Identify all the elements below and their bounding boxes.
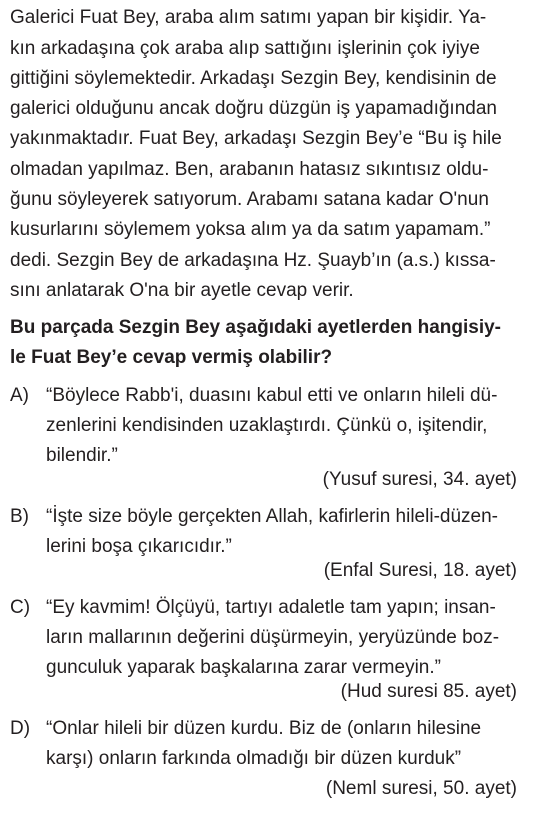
option-text-line: “Ey kavmim! Ölçüyü, tartıyı adaletle tam yapın; insan- bbox=[46, 597, 496, 618]
option-letter: D) bbox=[10, 718, 31, 739]
option-letter: C) bbox=[10, 597, 31, 618]
passage-line: ğunu söyleyerek satıyorum. Arabamı satana kadar O'nun bbox=[10, 189, 489, 210]
option-source: (Neml suresi, 50. ayet) bbox=[325, 778, 517, 799]
passage-line: kın arkadaşına çok araba alıp sattığını işlerinin çok iyiye bbox=[10, 38, 480, 59]
passage-line: dedi. Sezgin Bey de arkadaşına Hz. Şuayb’ın (a.s.) kıssa- bbox=[10, 250, 496, 271]
option-text-line: bilendir.” bbox=[46, 445, 118, 466]
option-letter: A) bbox=[10, 385, 29, 406]
option-text-line: zenlerini kendisinden uzaklaştırdı. Çünkü o, işitendir, bbox=[46, 415, 488, 436]
option-source: (Yusuf suresi, 34. ayet) bbox=[322, 469, 517, 490]
option-text-line: “İşte size böyle gerçekten Allah, kafirlerin hileli-düzen- bbox=[46, 506, 498, 527]
option-letter: B) bbox=[10, 506, 29, 527]
passage-line: kusurlarını söylemem yoksa alım ya da satım yapamam.” bbox=[10, 219, 491, 240]
option-text-line: lerini boşa çıkarıcıdır.” bbox=[46, 536, 232, 557]
option-source: (Hud suresi 85. ayet) bbox=[340, 681, 517, 702]
passage-line: yakınmaktadır. Fuat Bey, arkadaşı Sezgin Bey’e “Bu iş hile bbox=[10, 128, 502, 149]
option-text-line: ların mallarının değerini düşürmeyin, yeryüzünde boz- bbox=[46, 627, 500, 648]
question-line: le Fuat Bey’e cevap vermiş olabilir? bbox=[10, 347, 333, 368]
passage-line: gittiğini söylemektedir. Arkadaşı Sezgin Bey, kendisinin de bbox=[10, 68, 497, 89]
option-text-line: “Onlar hileli bir düzen kurdu. Biz de (onların hilesine bbox=[46, 718, 482, 739]
passage-line: sını anlatarak O'na bir ayetle cevap verir. bbox=[10, 280, 354, 301]
option-text-line: karşı) onların farkında olmadığı bir düzen kurduk” bbox=[46, 748, 462, 769]
option-source: (Enfal Suresi, 18. ayet) bbox=[323, 560, 517, 581]
question-line: Bu parçada Sezgin Bey aşağıdaki ayetlerden hangisiy- bbox=[10, 317, 502, 338]
passage-line: olmadan yapılmaz. Ben, arabanın hatasız sıkıntısız oldu- bbox=[10, 159, 489, 180]
option-text-line: gunculuk yaparak başkalarına zarar vermeyin.” bbox=[46, 657, 441, 678]
option-text-line: “Böylece Rabb'i, duasını kabul etti ve onların hileli dü- bbox=[46, 385, 498, 406]
passage-line: galerici olduğunu ancak doğru düzgün iş yapamadığından bbox=[10, 98, 497, 119]
passage-line: Galerici Fuat Bey, araba alım satımı yapan bir kişidir. Ya- bbox=[10, 7, 487, 28]
